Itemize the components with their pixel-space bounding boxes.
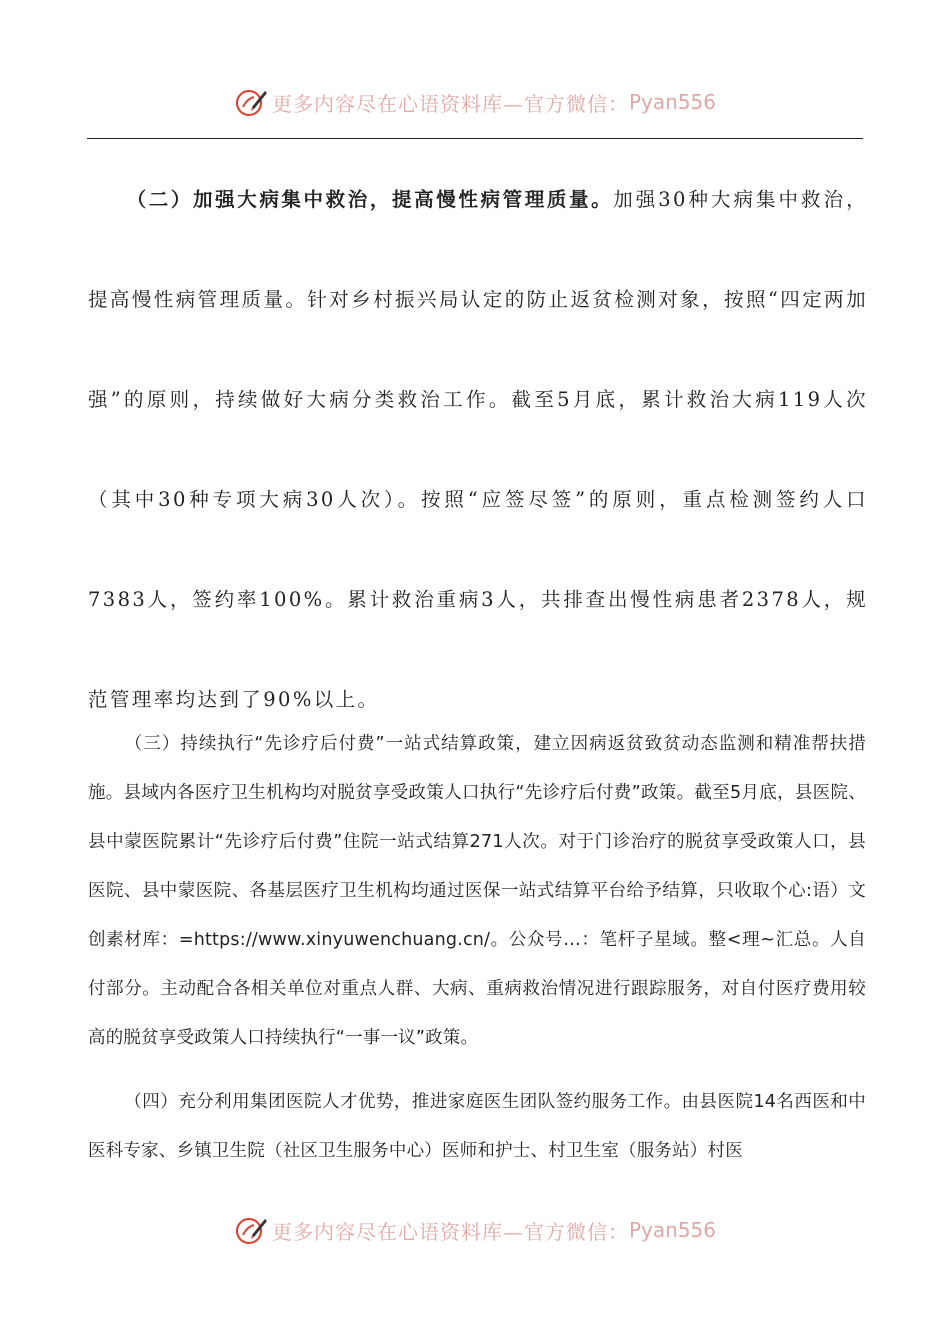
footer-banner (0, 1210, 950, 1250)
banner-wechat-id: Pyan556 (628, 90, 716, 114)
section-4-body: （四）充分利用集团医院人才优势，推进家庭医生团队签约服务工作。由县医院14名西医和中医科专家、乡镇卫生院（社区卫生服务中心）医师和护士、村卫生室（服务站）村医 (88, 1092, 866, 1161)
section-2-body: 加强30种大病集中救治，提高慢性病管理质量。针对乡村振兴局认定的防止返贫检测对象，按照“四定两加强”的原则，持续做好大病分类救治工作。截至5月底，累计救治大病119人次（其中30种专项大病30人次）。按照“应签尽签”的原则，重点检测签约人口7383人，签约率100%。累计救治重病3人，共排查出慢性病患者2378人，规范管理率均达到了90%以上。 (88, 188, 868, 711)
header-rule (87, 138, 863, 139)
section-2-paragraph (88, 150, 868, 750)
header-banner (0, 82, 950, 122)
section-3-paragraph (88, 720, 866, 1063)
section-4-paragraph (88, 1078, 866, 1176)
section-2-heading: （二）加强大病集中救治，提高慢性病管理质量。 (126, 188, 614, 211)
pen-logo-icon (234, 85, 268, 119)
banner-wechat-id: Pyan556 (628, 1218, 716, 1242)
pen-logo-icon (234, 1213, 268, 1247)
banner-text: 更多内容尽在心语资料库—官方微信： (271, 91, 629, 116)
banner-text: 更多内容尽在心语资料库—官方微信： (271, 1219, 629, 1244)
section-3-body: （三）持续执行“先诊疗后付费”一站式结算政策，建立因病返贫致贫动态监测和精准帮扶措施。县域内各医疗卫生机构均对脱贫享受政策人口执行“先诊疗后付费”政策。截至5月底，县医院、县中蒙医院累计“先诊疗后付费”住院一站式结算271人次。对于门诊治疗的脱贫享受政策人口，县医院、县中蒙医院、各基层医疗卫生机构均通过医保一站式结算平台给予结算，只收取个心:语）文创素材库：=https://www.xinyuwenchuang.cn/。公众号…：笔杆子星域。整<理~汇总。人自付部分。主动配合各相关单位对重点人群、大病、重病救治情况进行跟踪服务，对自付医疗费用较高的脱贫享受政策人口持续执行“一事一议”政策。 (88, 734, 866, 1048)
